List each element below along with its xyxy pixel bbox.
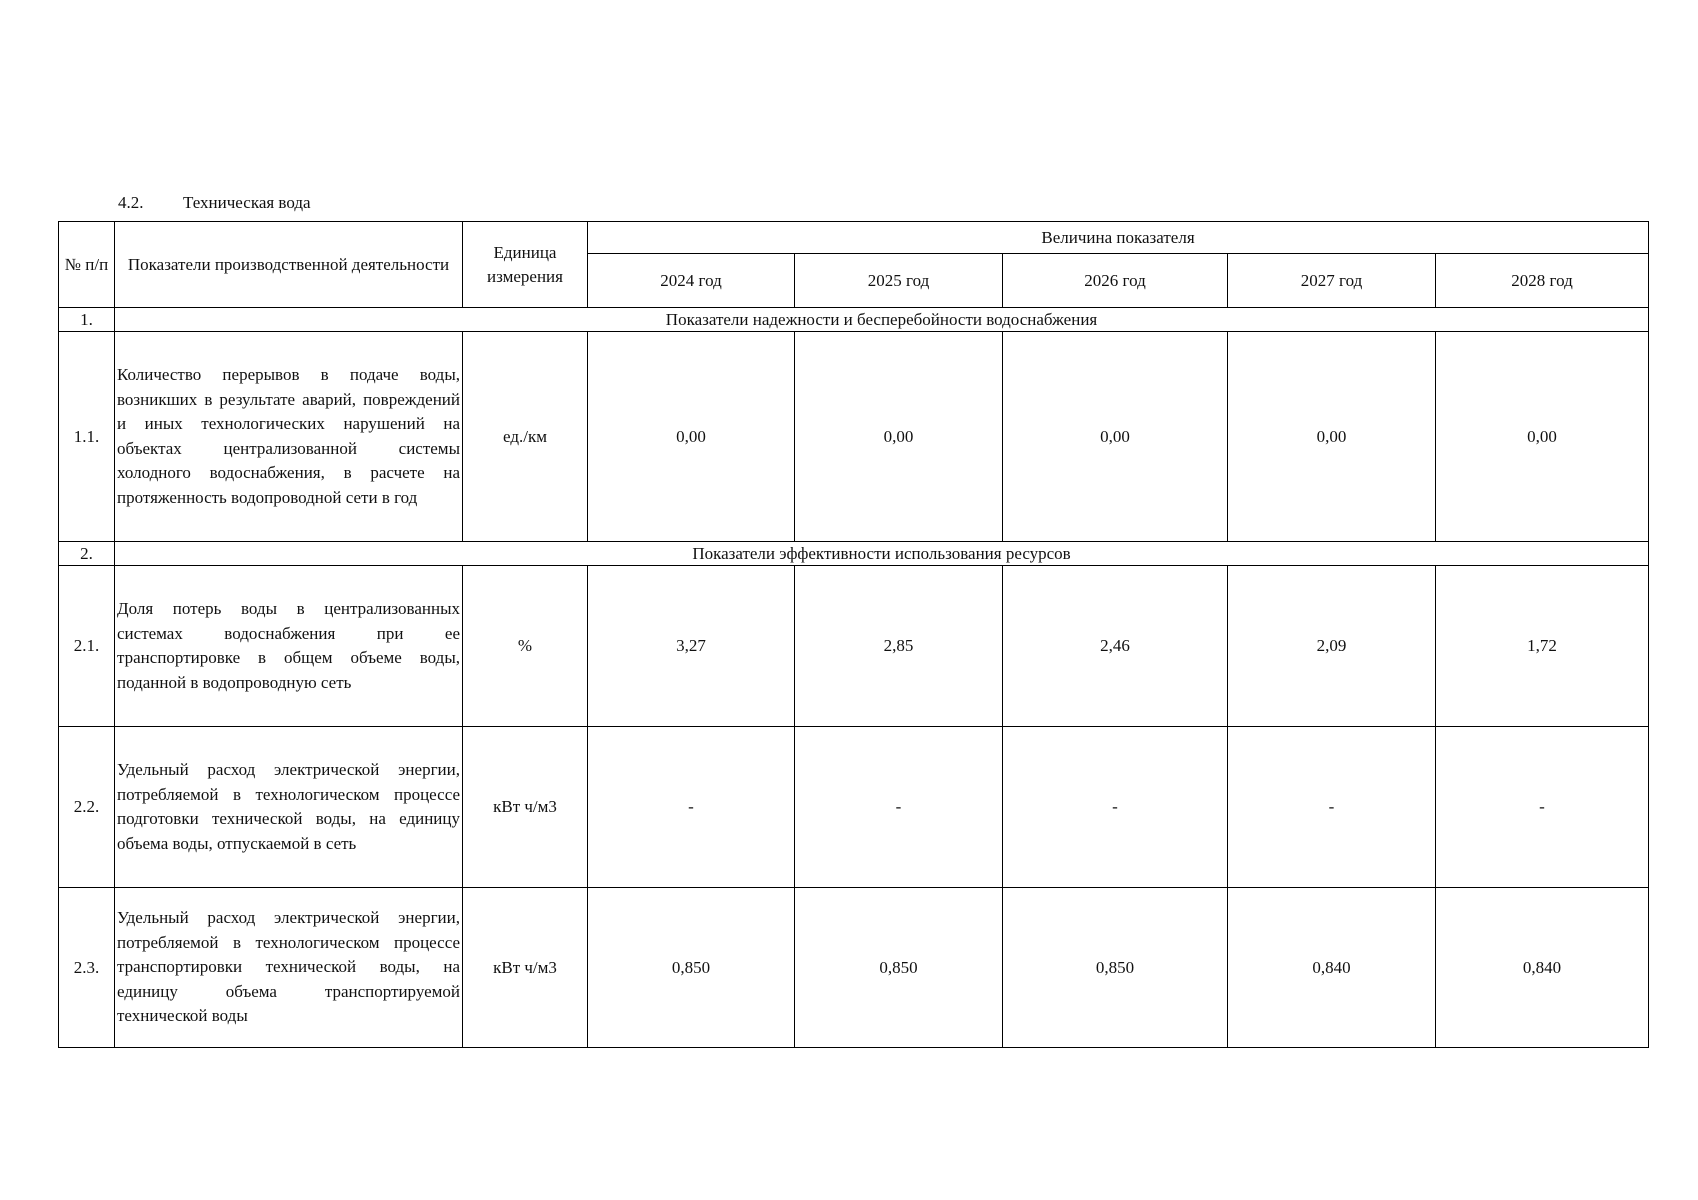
row-num: 2.3.	[59, 888, 115, 1048]
row-num: 2.1.	[59, 566, 115, 727]
row-value: 0,00	[1228, 332, 1436, 542]
row-value: 0,840	[1436, 888, 1649, 1048]
section-title	[118, 193, 311, 213]
row-value: 3,27	[588, 566, 795, 727]
table-row	[59, 888, 1649, 1048]
section-number: 4.2.	[118, 193, 144, 212]
row-value: 2,85	[795, 566, 1003, 727]
group-row	[59, 542, 1649, 566]
header-year: 2027 год	[1228, 254, 1436, 308]
indicators-table	[58, 221, 1649, 1048]
row-value: 0,00	[588, 332, 795, 542]
row-desc: Доля потерь воды в централизованных системах водоснабжения при ее транспортировке в общем объеме воды, поданной в водопроводную сеть	[115, 566, 463, 727]
row-value: 0,840	[1228, 888, 1436, 1048]
row-value: 0,00	[795, 332, 1003, 542]
row-value: -	[1436, 727, 1649, 888]
header-indicator: Показатели производственной деятельности	[115, 222, 463, 308]
row-value: -	[1228, 727, 1436, 888]
table-row	[59, 332, 1649, 542]
row-desc: Удельный расход электрической энергии, потребляемой в технологическом процессе транспортировки технической воды, на единицу объема транспортируемой технической воды	[115, 888, 463, 1048]
row-unit: кВт ч/м3	[463, 727, 588, 888]
group-row	[59, 308, 1649, 332]
row-unit: ед./км	[463, 332, 588, 542]
row-num: 2.2.	[59, 727, 115, 888]
row-value: -	[795, 727, 1003, 888]
row-desc: Удельный расход электрической энергии, потребляемой в технологическом процессе подготовки технической воды, на единицу объема воды, отпускаемой в сеть	[115, 727, 463, 888]
section-title-text: Техническая вода	[183, 193, 311, 212]
header-num: № п/п	[59, 222, 115, 308]
table-row	[59, 727, 1649, 888]
row-value: -	[588, 727, 795, 888]
header-year: 2026 год	[1003, 254, 1228, 308]
header-year: 2028 год	[1436, 254, 1649, 308]
row-value: 0,850	[795, 888, 1003, 1048]
row-value: 0,00	[1436, 332, 1649, 542]
header-unit: Единица измерения	[463, 222, 588, 308]
group-title: Показатели надежности и бесперебойности водоснабжения	[115, 308, 1649, 332]
header-year: 2024 год	[588, 254, 795, 308]
group-title: Показатели эффективности использования ресурсов	[115, 542, 1649, 566]
header-year: 2025 год	[795, 254, 1003, 308]
group-num: 1.	[59, 308, 115, 332]
row-unit: %	[463, 566, 588, 727]
row-value: 2,09	[1228, 566, 1436, 727]
row-value: 2,46	[1003, 566, 1228, 727]
row-unit: кВт ч/м3	[463, 888, 588, 1048]
table-row	[59, 566, 1649, 727]
row-value: 0,850	[1003, 888, 1228, 1048]
row-value: -	[1003, 727, 1228, 888]
row-value: 0,850	[588, 888, 795, 1048]
header-value-group: Величина показателя	[588, 222, 1649, 254]
row-desc: Количество перерывов в подаче воды, возникших в результате аварий, повреждений и иных технологических нарушений на объектах централизованной системы холодного водоснабжения, в расчете на протяженность водопроводной сети в год	[115, 332, 463, 542]
group-num: 2.	[59, 542, 115, 566]
row-value: 1,72	[1436, 566, 1649, 727]
row-value: 0,00	[1003, 332, 1228, 542]
row-num: 1.1.	[59, 332, 115, 542]
